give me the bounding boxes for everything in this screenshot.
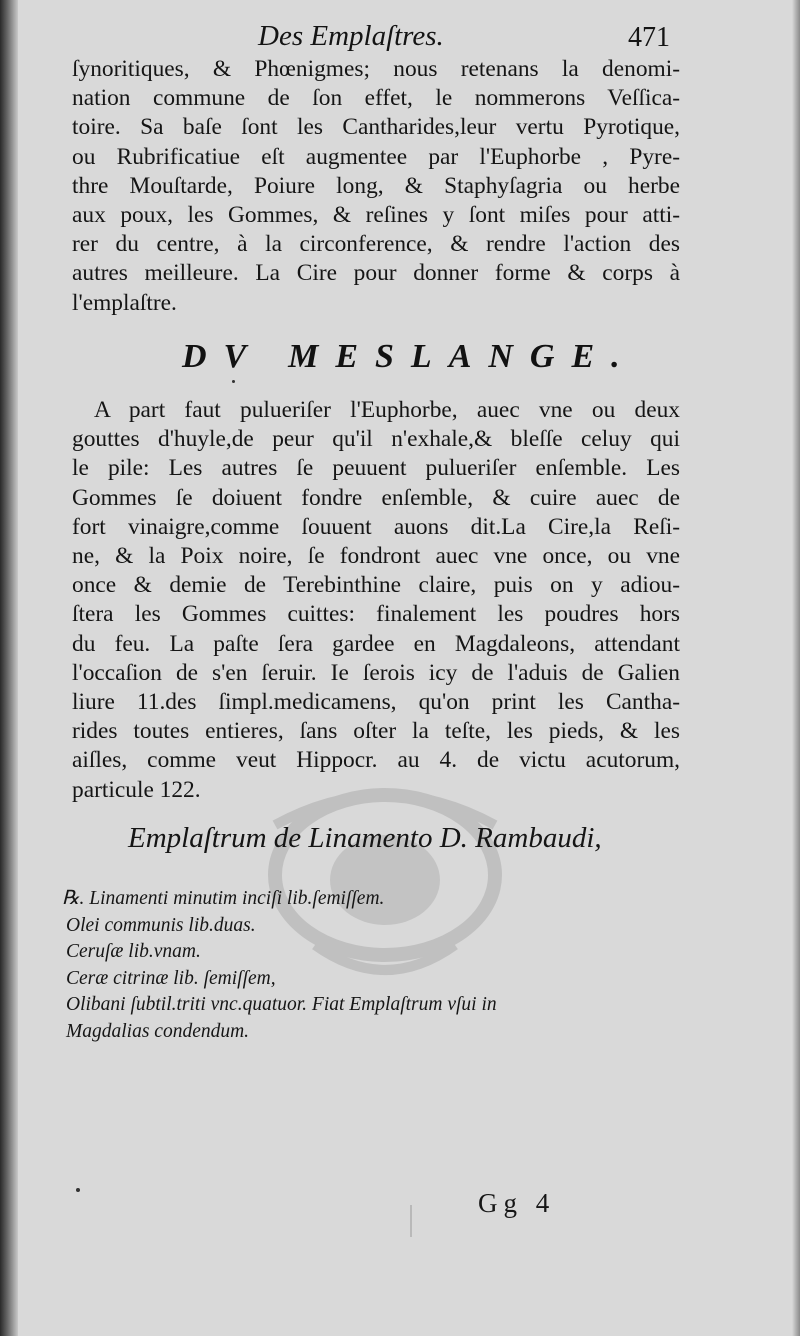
page-gutter-shadow [0, 0, 18, 1336]
text-line: Gommes ſe doiuent fondre enſemble, & cuire auec de [72, 484, 680, 511]
recipe-line: Ceræ citrinæ lib. ſemiſſem, [66, 967, 276, 989]
text-line: aux poux, les Gommes, & reſines y ſont miſes pour atti- [72, 202, 680, 229]
text-line: l'emplaſtre. [72, 289, 177, 316]
text-line: ſynoritiques, & Phœnigmes; nous retenans la denomi- [72, 56, 680, 82]
paragraph-2 [72, 396, 680, 805]
text-line: rer du centre, à la circonference, & rendre l'action des [72, 231, 680, 258]
recipe-line: ℞. Linamenti minutim inciſi lib.ſemiſſem. [62, 888, 385, 909]
text-line: le pile: Les autres ſe peuuent pulueriſer enſemble. Les [72, 455, 680, 482]
paper-crease [410, 1205, 412, 1237]
text-line: gouttes d'huyle,de peur qu'il n'exhale,& bleſſe celuy qui [72, 426, 680, 453]
page-edge [792, 0, 800, 1336]
recipe-line: Olei communis lib.duas. [66, 914, 256, 936]
paragraph-1 [72, 55, 680, 318]
section-heading: DV MESLANGE. [182, 338, 637, 375]
text-line: l'occaſion de s'en ſeruir. Ie ſerois icy de l'aduis de Galien [72, 659, 680, 686]
recipe-line: Olibani ſubtil.triti vnc.quatuor. Fiat Emplaſtrum vſui in [66, 994, 497, 1015]
text-line: du feu. La paſte ſera gardee en Magdaleons, attendant [72, 630, 680, 657]
recipe-list [62, 886, 682, 1045]
text-line: aiſles, comme veut Hippocr. au 4. de victu acutorum, [72, 747, 680, 774]
text-line: nation commune de ſon effet, le nommerons Veſſica- [72, 85, 680, 112]
text-line: liure 11.des ſimpl.medicamens, qu'on print les Cantha- [72, 689, 680, 716]
recipe-line: Ceruſæ lib.vnam. [66, 941, 201, 962]
text-line: ſtera les Gommes cuittes: finalement les poudres hors [72, 601, 680, 628]
page-header [0, 14, 800, 54]
text-line: ne, & la Poix noire, ſe fondront auec vne once, ou vne [72, 543, 680, 570]
text-line: A part faut pulueriſer l'Euphorbe, auec vne ou deux [94, 397, 680, 423]
running-head: Des Emplaſtres. [258, 20, 444, 52]
text-line: fort vinaigre,comme ſouuent auons dit.La Cire,la Reſi- [72, 513, 680, 540]
text-line: toire. Sa baſe ſont les Cantharides,leur vertu Pyrotique, [72, 114, 680, 141]
text-line: rides toutes entieres, ſans oſter la teſte, les pieds, & les [72, 718, 680, 745]
page-number: 471 [628, 22, 670, 53]
text-line: particule 122. [72, 776, 201, 803]
ink-speck [232, 380, 235, 383]
text-line: once & demie de Terebinthine claire, puis on y adiou- [72, 572, 680, 599]
signature-mark: Gg 4 [478, 1188, 556, 1218]
text-line: thre Mouſtarde, Poiure long, & Staphyſagria ou herbe [72, 172, 680, 199]
text-line: ou Rubrificatiue eſt augmentee par l'Euphorbe , Pyre- [72, 143, 680, 170]
recipe-title: Emplaſtrum de Linamento D. Rambaudi, [128, 822, 602, 854]
text-line: autres meilleure. La Cire pour donner forme & corps à [72, 260, 680, 287]
ink-speck [76, 1188, 80, 1192]
recipe-line: Magdalias condendum. [66, 1020, 250, 1042]
